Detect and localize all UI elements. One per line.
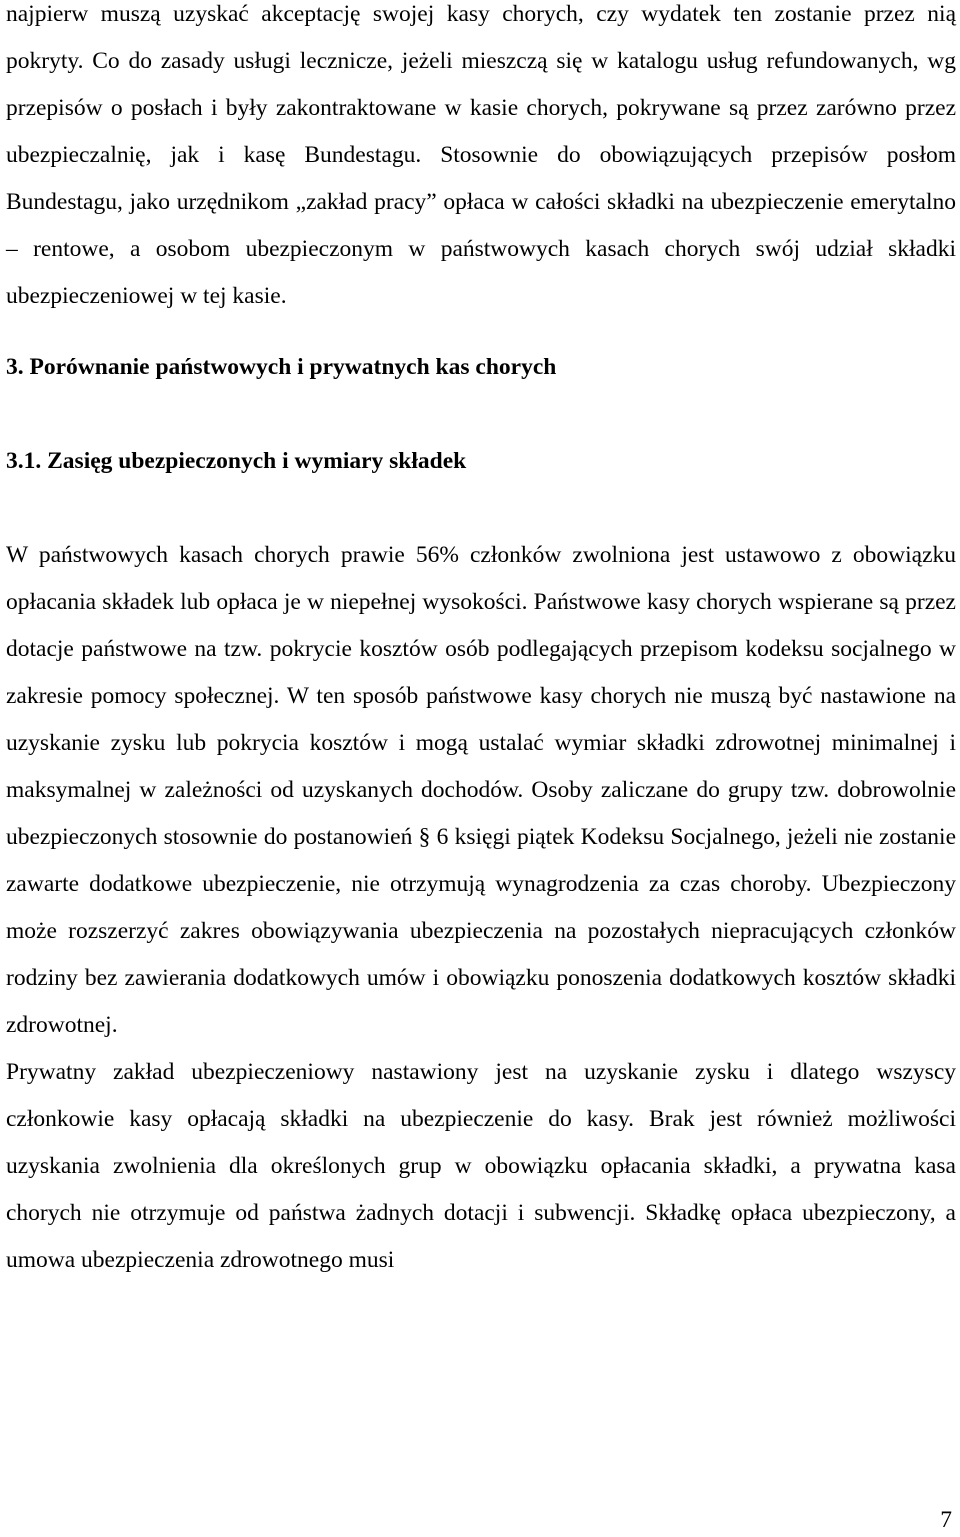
section-heading: 3. Porównanie państwowych i prywatnych kas chorych bbox=[6, 354, 557, 380]
paragraph: Prywatny zakład ubezpieczeniowy nastawiony jest na uzyskanie zysku i dlatego wszyscy członkowie kasy opłacają składki na ubezpieczenie do kasy. Brak jest również możliwości uzyskania zwolnienia dla określonych grup w obowiązku opłacania składki, a prywatna kasa chorych nie otrzymuje od państwa żadnych dotacji i subwencji. Składkę opłaca ubezpieczony, a umowa ubezpieczenia zdrowotnego musi bbox=[6, 1059, 956, 1273]
paragraph: W państwowych kasach chorych prawie 56% członków zwolniona jest ustawowo z obowiązku opłacania składek lub opłaca je w niepełnej wysokości. Państwowe kasy chorych wspierane są przez dotacje państwowe na tzw. pokrycie kosztów osób podlegających przepisom kodeksu socjalnego w zakresie pomocy społecznej. W ten sposób państwowe kasy chorych nie muszą być nastawione na uzyskanie zysku lub pokrycia kosztów i mogą ustalać wymiar składki zdrowotnej minimalnej i maksymalnej w zależności od uzyskanych dochodów. Osoby zaliczane do grupy tzw. dobrowolnie ubezpieczonych stosownie do postanowień § 6 księgi piątek Kodeksu Socjalnego, jeżeli nie zostanie zawarte dodatkowe ubezpieczenie, nie otrzymują wynagrodzenia za czas choroby. Ubezpieczony może rozszerzyć zakres obowiązywania ubezpieczenia na pozostałych niepracujących członków rodziny bez zawierania dodatkowych umów i obowiązku ponoszenia dodatkowych kosztów składki zdrowotnej. bbox=[6, 542, 956, 1038]
page-number: 7 bbox=[940, 1507, 952, 1533]
document-page bbox=[6, 0, 956, 1284]
paragraph: najpierw muszą uzyskać akceptację swojej kasy chorych, czy wydatek ten zostanie przez nią pokryty. Co do zasady usługi lecznicze, jeżeli mieszczą się w katalogu usług refundowanych, wg przepisów o posłach i były zakontraktowane w kasie chorych, pokrywane są przez zarówno przez ubezpieczalnię, jak i kasę Bundestagu. Stosownie do obowiązujących przepisów posłom Bundestagu, jako urzędnikom „zakład pracy” opłaca w całości składki na ubezpieczenie emerytalno – rentowe, a osobom ubezpieczonym w państwowych kasach chorych swój udział składki ubezpieczeniowej w tej kasie. bbox=[6, 1, 956, 309]
subsection-heading: 3.1. Zasięg ubezpieczonych i wymiary składek bbox=[6, 448, 467, 474]
